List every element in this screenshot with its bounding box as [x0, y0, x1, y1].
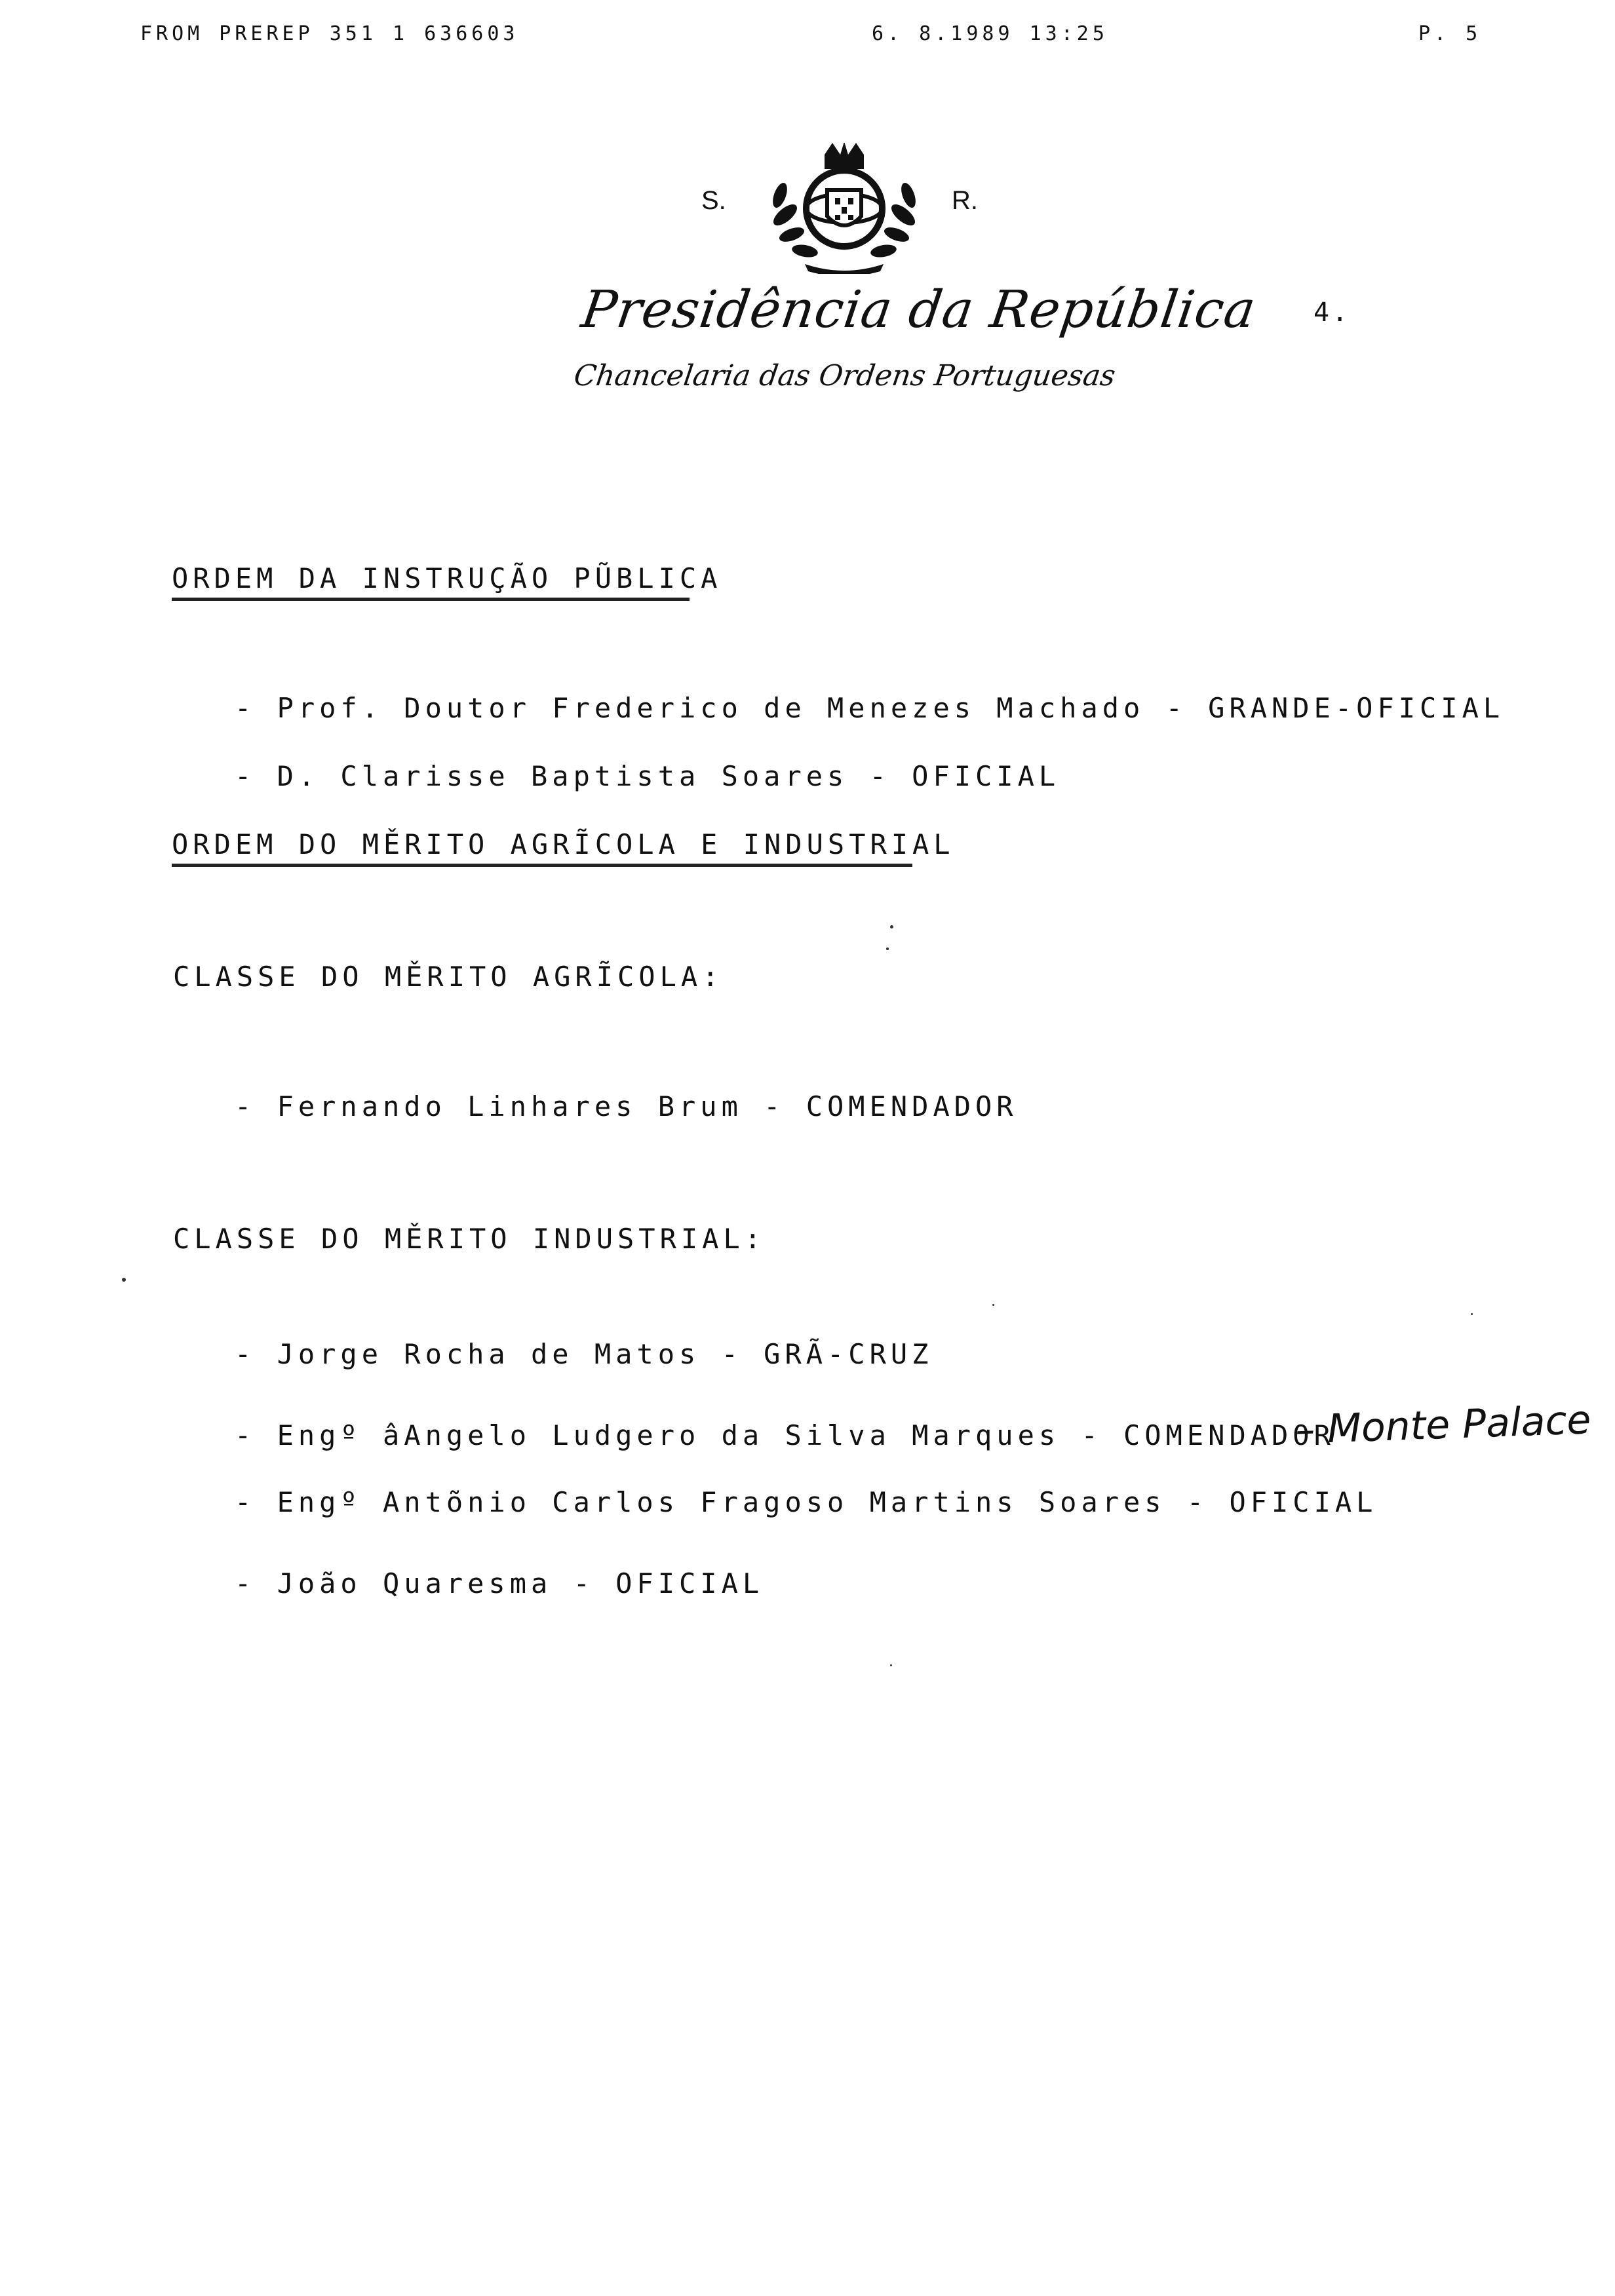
scan-speck	[1471, 1313, 1473, 1315]
fax-datetime: 6. 8.1989 13:25	[872, 22, 1108, 45]
office-title: Presidência da República	[577, 280, 1260, 339]
scan-speck	[890, 925, 893, 928]
list-item: - Prof. Doutor Frederico de Menezes Machado - GRANDE-OFICIAL	[235, 692, 1505, 724]
list-item: - Fernando Linhares Brum - COMENDADOR	[235, 1090, 1018, 1122]
section-heading-instrucao-publica: ORDEM DA INSTRUÇÃO PŨBLICA	[172, 562, 722, 594]
coat-of-arms-icon	[759, 143, 929, 274]
list-item: - Engº âAngelo Ludgero da Silva Marques - COMENDADOR	[235, 1419, 1335, 1451]
list-item: - Engº Antõnio Carlos Fragoso Martins Soares - OFICIAL	[235, 1486, 1378, 1518]
emblem-left-letter: S.	[701, 186, 726, 215]
list-item: - Jorge Rocha de Matos - GRÃ-CRUZ	[235, 1338, 933, 1370]
section-underline	[172, 864, 912, 867]
scan-speck	[890, 1664, 892, 1666]
fax-page-indicator: P. 5	[1418, 22, 1482, 45]
list-item: - João Quaresma - OFICIAL	[235, 1567, 764, 1599]
page-number: 4.	[1313, 297, 1351, 328]
scan-speck	[122, 1278, 126, 1282]
office-subtitle: Chancelaria das Ordens Portuguesas	[572, 359, 1118, 392]
scan-speck	[992, 1304, 994, 1306]
class-heading-merito-agricola: CLASSE DO MĚRITO AGRĨCOLA:	[173, 961, 724, 993]
emblem-right-letter: R.	[952, 186, 978, 215]
handwritten-note: – Monte Palace	[1294, 1397, 1592, 1453]
fax-sender-line: FROM PREREP 351 1 636603	[140, 22, 519, 45]
section-underline	[172, 598, 690, 601]
list-item: - D. Clarisse Baptista Soares - OFICIAL	[235, 760, 1060, 792]
scan-speck	[886, 947, 889, 950]
class-heading-merito-industrial: CLASSE DO MĚRITO INDUSTRIAL:	[173, 1223, 766, 1255]
section-heading-merito-agricola-industrial: ORDEM DO MĚRITO AGRĨCOLA E INDUSTRIAL	[172, 828, 955, 860]
